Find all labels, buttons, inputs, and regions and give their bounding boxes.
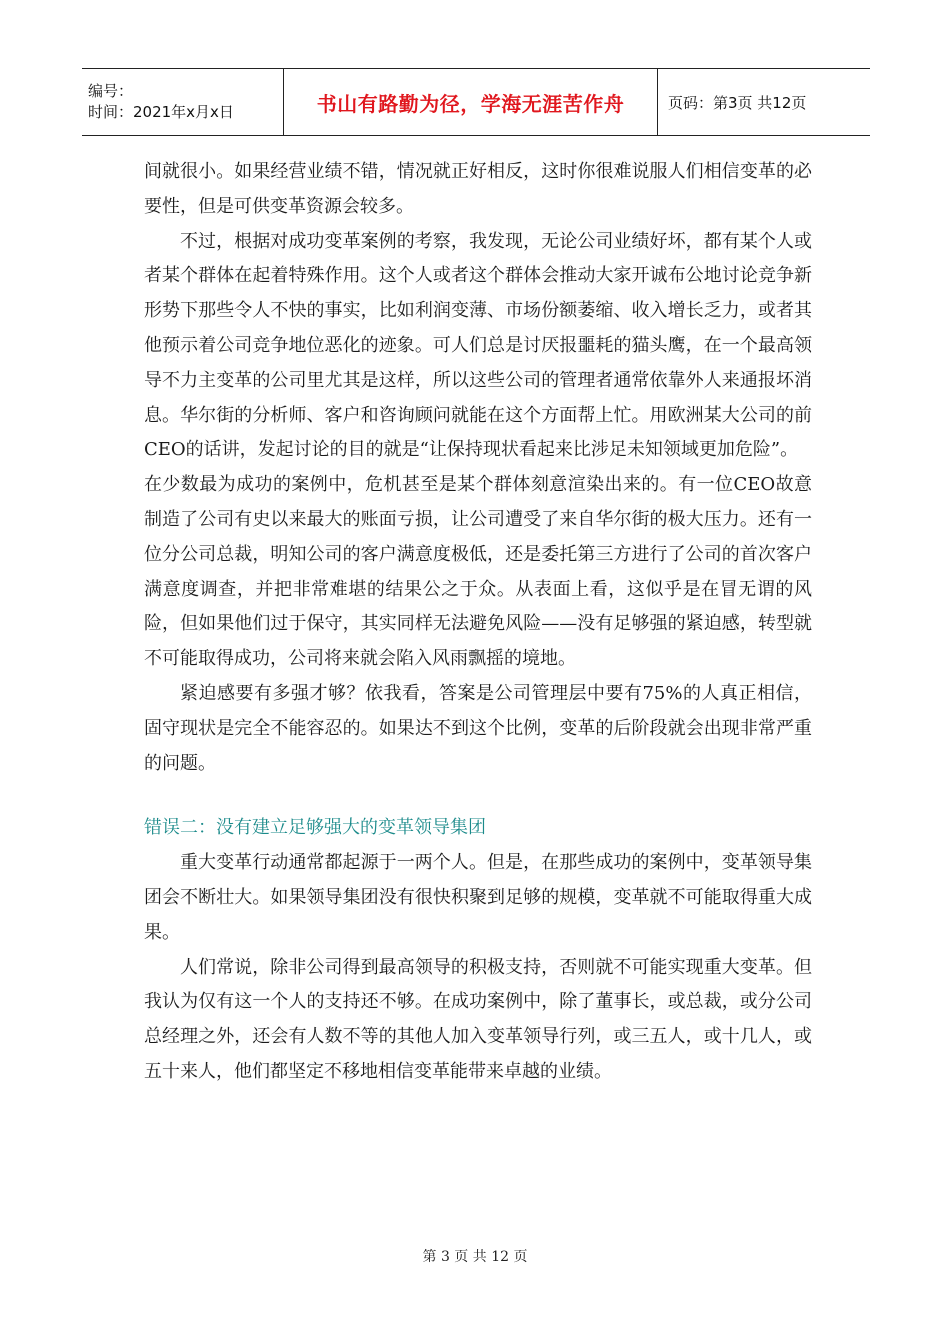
serial-label: 编号： — [88, 82, 134, 100]
section-heading: 错误二：没有建立足够强大的变革领导集团 — [144, 817, 486, 839]
paragraph: 间就很小。如果经营业绩不错，情况就正好相反，这时你很难说服人们相信变革的必要性，但是可供变革资源会较多。 — [144, 161, 812, 217]
document-body — [144, 155, 812, 1090]
paragraph: 不过，根据对成功变革案例的考察，我发现，无论公司业绩好坏，都有某个人或者某个群体在起着特殊作用。这个人或者这个群体会推动大家开诚布公地讨论竞争新形势下那些令人不快的事实，比如利润变薄、市场份额萎缩、收入增长乏力，或者其他预示着公司竞争地位恶化的迹象。可人们总是讨厌报噩耗的猫头鹰，在一个最高领导不力主变革的公司里尤其是这样，所以这些公司的管理者通常依靠外人来通报坏消息。华尔街的分析师、客户和咨询顾问就能在这个方面帮上忙。用欧洲某大公司的前CEO的话讲，发起讨论的目的就是“让保持现状看起来比涉足未知领域更加危险”。 — [144, 230, 812, 461]
paragraph: 紧迫感要有多强才够？依我看，答案是公司管理层中要有75%的人真正相信，固守现状是完全不能容忍的。如果达不到这个比例，变革的后阶段就会出现非常严重的问题。 — [144, 682, 812, 774]
page-header — [82, 68, 870, 136]
date-label: 时间：2021年x月x日 — [88, 103, 234, 121]
page-footer — [0, 1246, 950, 1266]
header-page-label: 页码：第3页 共12页 — [668, 93, 807, 112]
header-page-cell — [658, 69, 870, 135]
footer-page-number: 第 3 页 共 12 页 — [422, 1249, 528, 1265]
paragraph: 重大变革行动通常都起源于一两个人。但是，在那些成功的案例中，变革领导集团会不断壮大。如果领导集团没有很快积聚到足够的规模，变革就不可能取得重大成果。 — [144, 852, 812, 943]
header-meta — [82, 69, 284, 135]
header-motto-cell — [284, 69, 658, 135]
header-motto: 书山有路勤为径，学海无涯苦作舟 — [316, 91, 625, 116]
paragraph: 在少数最为成功的案例中，危机甚至是某个群体刻意渲染出来的。有一位CEO故意制造了公司有史以来最大的账面亏损，让公司遭受了来自华尔街的极大压力。还有一位分公司总裁，明知公司的客户满意度极低，还是委托第三方进行了公司的首次客户满意度调查，并把非常难堪的结果公之于众。从表面上看，这似乎是在冒无谓的风险，但如果他们过于保守，其实同样无法避免风险——没有足够强的紧迫感，转型就不可能取得成功，公司将来就会陷入风雨飘摇的境地。 — [144, 474, 812, 670]
paragraph: 人们常说，除非公司得到最高领导的积极支持，否则就不可能实现重大变革。但我认为仅有这一个人的支持还不够。在成功案例中，除了董事长，或总裁，或分公司总经理之外，还会有人数不等的其他人加入变革领导行列，或三五人，或十几人，或五十来人，他们都坚定不移地相信变革能带来卓越的业绩。 — [144, 956, 812, 1082]
